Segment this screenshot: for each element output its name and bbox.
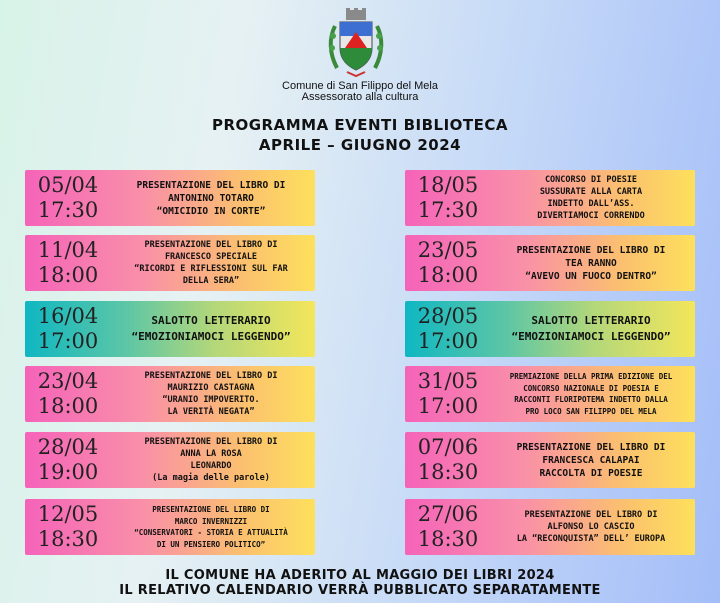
- event-time: 18:30: [37, 527, 99, 551]
- event-description: [491, 313, 695, 345]
- event-line: FRANCESCA CALAPAI: [542, 454, 640, 466]
- event-date: 11/04: [37, 238, 99, 262]
- event-datetime: [405, 304, 491, 354]
- event-line: LA “RECONQUISTA” DELL’ EUROPA: [516, 534, 666, 544]
- event-line: SUSSURATE ALLA CARTA: [539, 187, 643, 197]
- event-line: SALOTTO LETTERARIO: [531, 314, 651, 327]
- event-time: 18:30: [417, 527, 479, 551]
- event-line: ANTONINO TOTARO: [168, 192, 254, 204]
- comune-label: Comune di San Filippo del Mela: [282, 80, 438, 92]
- event-line: DI UN PENSIERO POLITICO”: [156, 539, 266, 549]
- event-date: 07/06: [417, 435, 479, 459]
- event-line: PRESENTAZIONE DEL LIBRO DI: [516, 244, 666, 256]
- event-line: TEA RANNO: [565, 257, 617, 269]
- event-description: [111, 313, 315, 345]
- event-date: 31/05: [417, 369, 479, 393]
- event-date: 23/05: [417, 238, 479, 262]
- event-description: [111, 239, 315, 287]
- event-card: [25, 170, 315, 226]
- event-line: PRESENTAZIONE DEL LIBRO DI: [524, 510, 658, 520]
- program-title: [0, 115, 720, 155]
- assessorato-label: Assessorato alla cultura: [301, 91, 419, 103]
- event-line: CONCORSO DI POESIE: [544, 175, 638, 185]
- event-card: [405, 366, 695, 422]
- event-line: PRESENTAZIONE DEL LIBRO DI: [144, 240, 278, 250]
- event-time: 19:00: [37, 460, 99, 484]
- event-line: PRESENTAZIONE DEL LIBRO DI: [152, 505, 270, 514]
- event-line: MAURIZIO CASTAGNA: [167, 383, 255, 393]
- event-line: “EMOZIONIAMOCI LEGGENDO”: [511, 330, 671, 343]
- event-date: 28/04: [37, 435, 99, 459]
- event-time: 17:30: [417, 198, 479, 222]
- event-line: “CONSERVATORI - STORIA E ATTUALITÀ: [134, 528, 288, 537]
- event-line: PRESENTAZIONE DEL LIBRO DI: [516, 441, 666, 453]
- event-line: LEONARDO: [190, 461, 232, 471]
- event-datetime: [25, 173, 111, 223]
- event-card: [25, 499, 315, 555]
- event-card: [405, 499, 695, 555]
- event-description: [111, 370, 315, 418]
- event-datetime: [405, 238, 491, 288]
- event-line: LA VERITÀ NEGATA”: [167, 407, 255, 417]
- event-line: SALOTTO LETTERARIO: [151, 314, 271, 327]
- event-line: “OMICIDIO IN CORTE”: [156, 205, 266, 217]
- event-line: “URANIO IMPOVERITO.: [162, 395, 260, 405]
- event-description: [491, 371, 695, 417]
- event-datetime: [405, 173, 491, 223]
- event-line: “AVEVO UN FUOCO DENTRO”: [525, 270, 657, 282]
- event-date: 27/06: [417, 502, 479, 526]
- event-line: MARCO INVERNIZZI: [174, 516, 248, 526]
- event-card: [25, 366, 315, 422]
- event-date: 28/05: [417, 304, 479, 328]
- event-datetime: [25, 369, 111, 419]
- event-line: (La magia delle parole): [152, 473, 270, 483]
- program-period: APRILE – GIUGNO 2024: [258, 136, 462, 154]
- event-card: [25, 432, 315, 488]
- event-line: PRO LOCO SAN FILIPPO DEL MELA: [525, 406, 657, 416]
- event-line: PREMIAZIONE DELLA PRIMA EDIZIONE DEL: [509, 372, 673, 381]
- event-description: [491, 509, 695, 545]
- event-line: PRESENTAZIONE DEL LIBRO DI: [144, 371, 278, 381]
- event-description: [491, 174, 695, 222]
- event-line: FRANCESCO SPECIALE: [164, 252, 258, 262]
- event-time: 17:00: [417, 329, 479, 353]
- event-line: RACCONTI FLORIPOTEMA INDETTO DALLA: [514, 395, 668, 404]
- event-datetime: [405, 502, 491, 552]
- event-datetime: [405, 369, 491, 419]
- event-line: “RICORDI E RIFLESSIONI SUL FAR: [134, 264, 288, 274]
- event-time: 18:00: [417, 263, 479, 287]
- municipal-crest-logo: [327, 8, 385, 78]
- event-datetime: [25, 304, 111, 354]
- event-time: 18:00: [37, 263, 99, 287]
- event-time: 18:30: [417, 460, 479, 484]
- footer-notice: [0, 568, 720, 598]
- event-time: 17:30: [37, 198, 99, 222]
- footer-line-1: IL COMUNE HA ADERITO AL MAGGIO DEI LIBRI 2024: [165, 568, 555, 583]
- event-line: “EMOZIONIAMOCI LEGGENDO”: [131, 330, 291, 343]
- event-datetime: [25, 435, 111, 485]
- event-description: [111, 179, 315, 218]
- event-date: 23/04: [37, 369, 99, 393]
- event-card: [405, 301, 695, 357]
- event-time: 17:00: [417, 394, 479, 418]
- event-card: [25, 301, 315, 357]
- event-line: ANNA LA ROSA: [180, 449, 242, 459]
- event-date: 05/04: [37, 173, 99, 197]
- event-time: 18:00: [37, 394, 99, 418]
- event-datetime: [25, 238, 111, 288]
- program-title-line: PROGRAMMA EVENTI BIBLIOTECA: [211, 116, 509, 134]
- event-card: [25, 235, 315, 291]
- event-line: INDETTO DALL’ASS.: [547, 199, 635, 209]
- event-description: [111, 504, 315, 550]
- event-card: [405, 170, 695, 226]
- event-description: [491, 244, 695, 283]
- event-line: PRESENTAZIONE DEL LIBRO DI: [136, 179, 286, 191]
- event-line: RACCOLTA DI POESIE: [539, 467, 643, 479]
- event-line: CONCORSO NAZIONALE DI POESIA E: [523, 383, 659, 393]
- event-date: 16/04: [37, 304, 99, 328]
- event-description: [111, 436, 315, 484]
- event-datetime: [25, 502, 111, 552]
- event-line: PRESENTAZIONE DEL LIBRO DI: [144, 437, 278, 447]
- comune-name: [0, 81, 720, 103]
- event-date: 12/05: [37, 502, 99, 526]
- event-line: ALFONSO LO CASCIO: [547, 522, 635, 532]
- event-line: DIVERTIAMOCI CORRENDO: [537, 211, 645, 221]
- event-card: [405, 432, 695, 488]
- footer-line-2: IL RELATIVO CALENDARIO VERRÀ PUBBLICATO SEPARATAMENTE: [119, 583, 601, 598]
- event-card: [405, 235, 695, 291]
- event-datetime: [405, 435, 491, 485]
- event-time: 17:00: [37, 329, 99, 353]
- event-date: 18/05: [417, 173, 479, 197]
- event-description: [491, 441, 695, 480]
- event-line: DELLA SERA”: [182, 276, 240, 286]
